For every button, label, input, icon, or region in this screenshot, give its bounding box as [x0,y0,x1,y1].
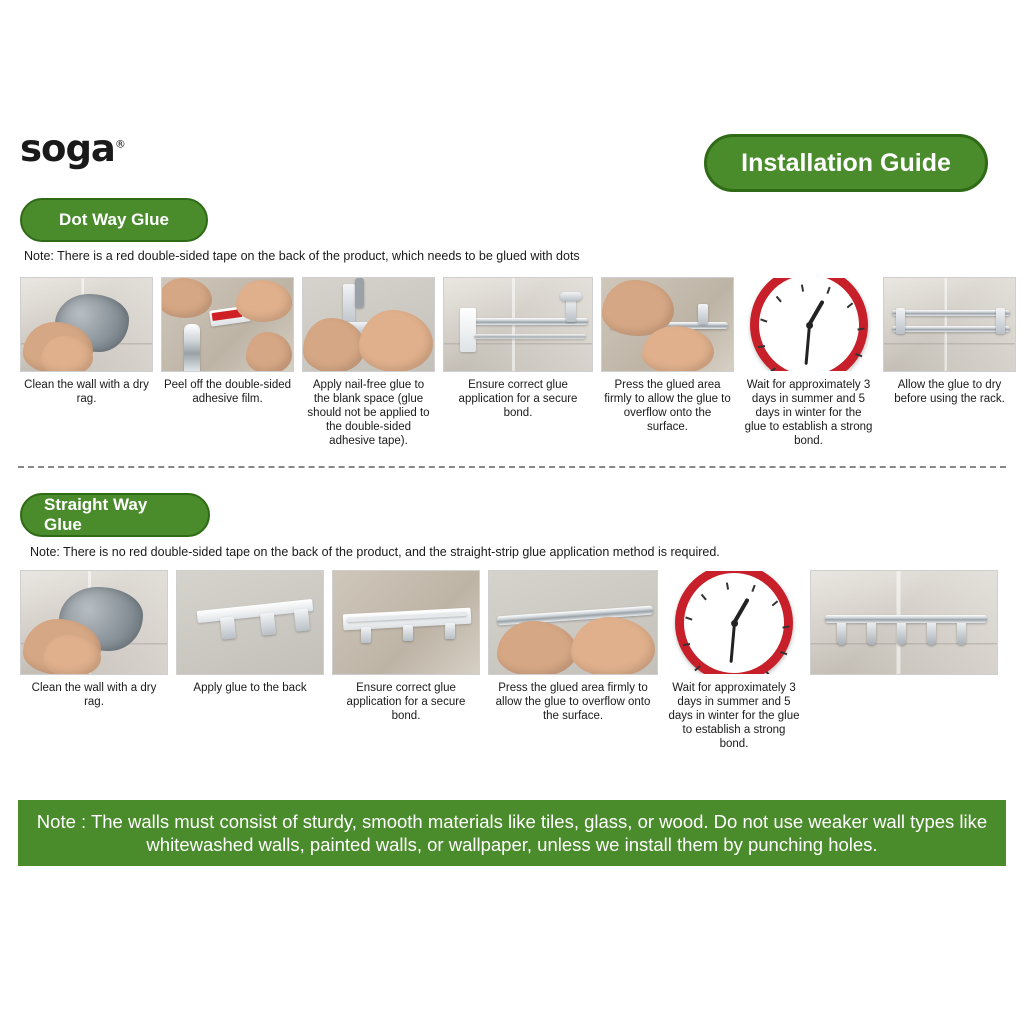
step-item [742,277,875,448]
brand-logo [20,127,125,170]
step-item [883,277,1016,448]
step-item [20,277,153,448]
step-image-apply-glue-back [176,570,324,675]
step-image-clean-wall [20,277,153,372]
section-divider [18,466,1006,468]
step-caption: Press the glued area firmly to allow the glue to overflow onto the surface. [604,379,731,434]
step-image-apply-glue [302,277,435,372]
registered-mark: ® [114,137,125,151]
steps-row-straight-way-glue [20,570,998,751]
step-item [302,277,435,448]
step-caption: Clean the wall with a dry rag. [24,379,149,406]
steps-row-dot-way-glue [20,277,1016,448]
step-item [332,570,480,751]
step-image-correct-application [332,570,480,675]
step-caption: Apply glue to the back [193,682,307,694]
step-item [666,570,802,751]
step-image-press-firmly [488,570,658,675]
step-item [443,277,593,448]
step-image-wait-clock [666,570,802,675]
clock-icon [666,570,802,675]
step-item [161,277,294,448]
step-image-press-firmly [601,277,734,372]
step-caption: Peel off the double-sided adhesive film. [163,379,292,406]
step-caption: Wait for approximately 3 days in summer and 5 days in winter for the glue to establish a strong bond. [744,379,873,448]
section-title-straight-way-glue [20,493,210,537]
step-caption: Clean the wall with a dry rag. [31,682,157,709]
clock-icon [742,277,875,372]
section-title-label: Dot Way Glue [59,210,169,229]
step-image-clean-wall [20,570,168,675]
section-note-straight-way-glue: Note: There is no red double-sided tape on the back of the product, and the straight-strip glue application method is required. [30,545,720,559]
step-caption [902,675,906,681]
step-caption: Ensure correct glue application for a secure bond. [458,379,578,420]
step-caption: Wait for approximately 3 days in summer and 5 days in winter for the glue to establish a strong bond. [668,682,800,751]
step-item [601,277,734,448]
step-caption: Press the glued area firmly to allow the glue to overflow onto the surface. [495,682,651,723]
installation-guide-title: Installation Guide [741,148,951,177]
step-image-wait-clock [742,277,875,372]
section-title-label: Straight Way Glue [44,495,148,534]
installation-guide-banner [704,134,988,192]
step-item [176,570,324,751]
section-title-dot-way-glue [20,198,208,242]
step-item [810,570,998,751]
step-image-finished-hook-rack [810,570,998,675]
step-caption: Allow the glue to dry before using the rack. [894,379,1005,406]
step-image-dry-rack [883,277,1016,372]
step-image-peel-film [161,277,294,372]
step-caption: Ensure correct glue application for a secure bond. [346,682,466,723]
step-image-correct-application [443,277,593,372]
step-item [488,570,658,751]
brand-name: soga [20,127,115,170]
step-item [20,570,168,751]
footer-warning-text: Note : The walls must consist of sturdy, smooth materials like tiles, glass, or wood. Do not use weaker wall types like whitewashed walls, painted walls, or wallpaper, unless we install them by punching holes. [36,810,988,855]
footer-warning-banner [18,800,1006,866]
step-caption: Apply nail-free glue to the blank space (glue should not be applied to the double-sided adhesive tape). [307,379,430,448]
section-note-dot-way-glue: Note: There is a red double-sided tape on the back of the product, which needs to be glued with dots [24,249,580,263]
